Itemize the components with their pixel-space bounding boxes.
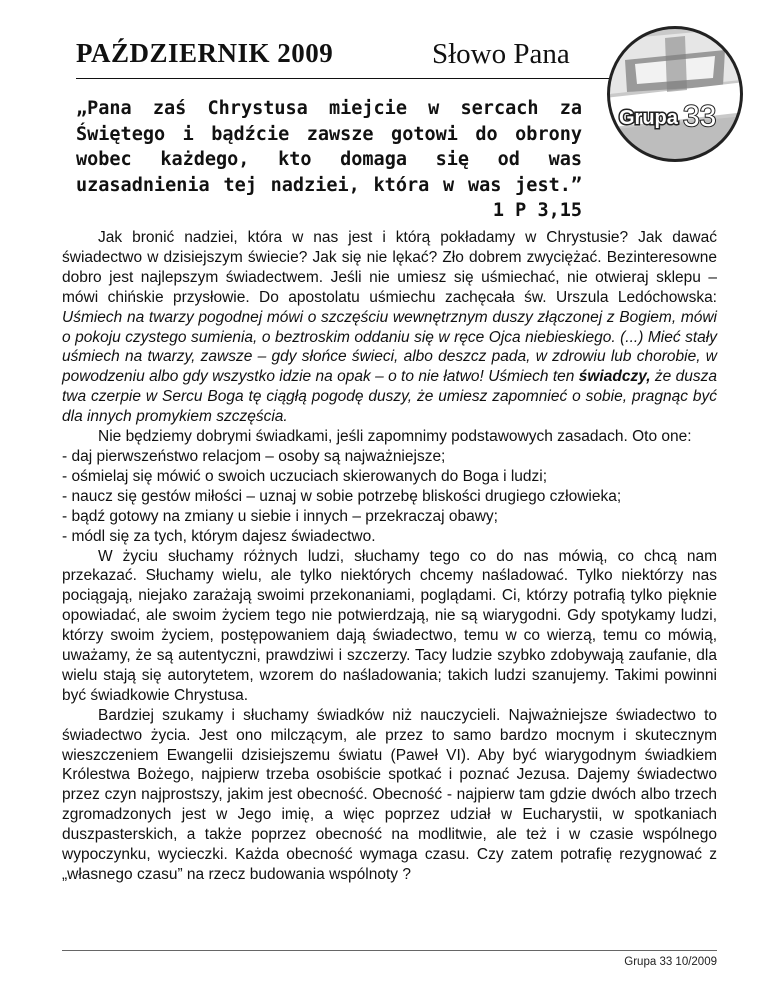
quote-reference: 1 P 3,15 — [492, 200, 582, 221]
paragraph-2: Nie będziemy dobrymi świadkami, jeśli zapomnimy podstawowych zasadach. Oto one: — [98, 428, 692, 446]
quote-line: uzasadnienia tej nadziei, która w was jest.” — [76, 174, 582, 196]
ledochowska-quote-part-a: Uśmiech na twarzy pogodnej mówi o szczęściu wewnętrznym duszy złączonej z Bogiem, mówi o pokoju czystego sumienia, o beztroskim oddaniu się w ręce Ojca niebieskiego. (...) Mieć stały uśmiech na twarzy, zawsze – gdy słońce świeci, albo deszcz pada, w zdrowiu lub chorobie, w powodzeniu albo gdy wszystko idzie na opak – o to nie łatwo! Uśmiech ten — [62, 308, 717, 386]
quote-line: „Pana zaś Chrystusa miejcie w sercach za — [76, 98, 582, 119]
page-title: PAŹDZIERNIK 2009 — [76, 38, 334, 68]
bible-quote — [76, 96, 582, 224]
article-body — [62, 228, 717, 885]
paragraph-1 — [62, 228, 717, 427]
rule-item: - naucz się gestów miłości – uznaj w sobie potrzebę bliskości drugiego człowieka; — [62, 487, 622, 505]
logo-text: Grupa — [619, 107, 678, 129]
ledochowska-quote-emphasis: świadczy, — [578, 368, 651, 386]
page-subtitle: Słowo Pana — [432, 38, 570, 70]
grupa-33-logo — [605, 20, 745, 168]
quote-line: Świętego i bądźcie zawsze gotowi do obrony — [76, 123, 582, 145]
rule-item: - ośmielaj się mówić o swoich uczuciach skierowanych do Boga i ludzi; — [62, 467, 548, 485]
paragraph-1-intro: Jak bronić nadziei, która w nas jest i którą pokładamy w Chrystusie? Jak dawać świadectwo w dzisiejszym świecie? Jak się nie lękać? Zło dobrem zwyciężać. Bezinteresowne dobro jest najlepszym świadectwem. Jeśli nie umiesz się uśmiechać, nie otwieraj sklepu – mówi chińskie przysłowie. Do apostolatu uśmiechu zachęcała św. Urszula Ledóchowska: — [62, 229, 717, 306]
footer-text: Grupa 33 10/2009 — [624, 956, 717, 968]
rule-item: - bądź gotowy na zmiany u siebie i innych – przekraczaj obawy; — [62, 507, 498, 525]
rule-item: - daj pierwszeństwo relacjom – osoby są najważniejsze; — [62, 447, 446, 465]
logo-number: 33 — [683, 100, 717, 133]
footer-divider — [62, 950, 717, 951]
quote-line: wobec każdego, kto domaga się od was — [76, 149, 582, 170]
ledochowska-quote-part-b: że dusza twa czerpie w Sercu Boga tę ciągłą pogodę duszy, że umiesz zapomnieć o sobie, pragnąc być dla innych promykiem szczęścia. — [62, 368, 717, 426]
rule-item: - módl się za tych, którym dajesz świadectwo. — [62, 527, 376, 545]
header-divider — [76, 78, 686, 79]
ledochowska-quote — [62, 309, 717, 426]
paragraph-4: Bardziej szukamy i słuchamy świadków niż nauczycieli. Najważniejsze świadectwo to świadectwo życia. Jest ono milczącym, ale przez to samo bardzo mocnym i skutecznym wieszczeniem Ewangelii dzisiejszemu światu (Paweł VI). Aby być wiarygodnym świadkiem Królestwa Bożego, najpierw trzeba osobiście spotkać i poznać Jezusa. Dajemy świadectwo przez czyn najprostszy, jakim jest obecność. Obecność - najpierw tam gdzie dwóch albo trzech zgromadzonych jest w Jego imię, a więc poprzez udział w Eucharystii, w spotkaniach duszpasterskich, a także poprzez obecność na modlitwie, ale też i w czasie wspólnego wypoczynku, wycieczki. Każda obecność wymaga czasu. Czy zatem potrafię rezygnować z „własnego czasu” na rzecz budowania wspólnoty ? — [62, 706, 717, 883]
paragraph-3: W życiu słuchamy różnych ludzi, słuchamy tego co do nas mówią, co chcą nam przekazać. Słuchamy wielu, ale tylko niektórych chcemy naśladować. Tylko niektórzy nas pociągają, niejako zarażają swoimi przekonaniami, poglądami. Ci, którzy potrafią tylko pięknie opowiadać, ale swoim życiem tego nie potwierdzają, nie są wiarygodni. Gdy spotykamy ludzi, którzy swoim życiem, postępowaniem dają świadectwo, temu w co wierzą, temu co mówią, uważamy, że są autentyczni, prawdziwi i szczerzy. Tacy ludzie szybko zdobywają zaufanie, dla wielu stają się autorytetem, wzorem do naśladowania; takich ludzi szanujemy. Takimi powinni być świadkowie Chrystusa. — [62, 547, 717, 704]
